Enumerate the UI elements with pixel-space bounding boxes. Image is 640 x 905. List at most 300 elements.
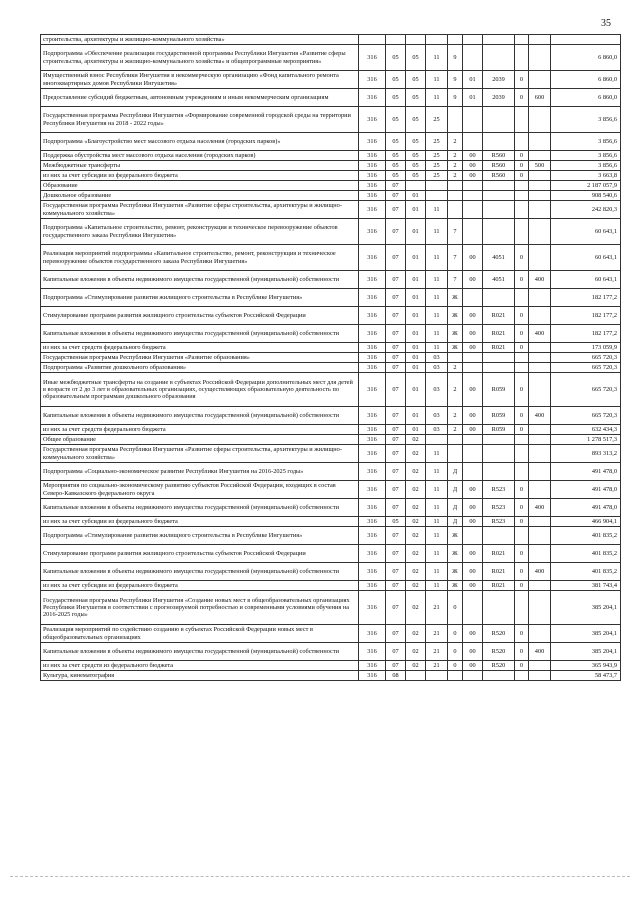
event-code [463,201,483,219]
section-code: 07 [386,643,406,661]
ministry-code: 316 [359,581,386,591]
subprogram-code [448,671,463,681]
ministry-code: 316 [359,373,386,407]
expense-type-code [529,581,551,591]
subprogram-code: Д [448,481,463,499]
subprogram-code: 2 [448,151,463,161]
subsection-code: 02 [406,661,426,671]
subprogram-code: 2 [448,373,463,407]
row-name: Реализация мероприятий по содействию созданию в субъектах Российской Федерации новых мест в общеобразовательных организациях [41,625,359,643]
expense-type-code [529,245,551,271]
fund-code: 0 [515,563,529,581]
direction-code [483,463,515,481]
program-code [426,35,448,45]
row-amount: 60 643,1 [551,219,621,245]
table-row [41,353,621,363]
row-name: Подпрограмма «Стимулирование развития жилищного строительства в Республике Ингушетия» [41,289,359,307]
direction-code: R021 [483,307,515,325]
table-row [41,373,621,407]
direction-code [483,191,515,201]
event-code: 00 [463,325,483,343]
event-code: 00 [463,271,483,289]
row-amount: 632 434,3 [551,425,621,435]
ministry-code: 316 [359,407,386,425]
direction-code: R560 [483,171,515,181]
expense-type-code [529,591,551,625]
section-code: 05 [386,517,406,527]
ministry-code: 316 [359,463,386,481]
row-name: Капитальные вложения в объекты недвижимого имущества государственной (муниципальной) собственности [41,325,359,343]
expense-type-code [529,219,551,245]
section-code: 07 [386,435,406,445]
section-code: 07 [386,191,406,201]
event-code [463,363,483,373]
row-amount: 365 943,9 [551,661,621,671]
ministry-code: 316 [359,181,386,191]
section-code: 07 [386,219,406,245]
row-amount: 1 278 517,3 [551,435,621,445]
ministry-code: 316 [359,425,386,435]
subsection-code: 05 [406,161,426,171]
fund-code [515,363,529,373]
section-code: 05 [386,171,406,181]
fund-code: 0 [515,161,529,171]
expense-type-code [529,201,551,219]
subsection-code: 01 [406,373,426,407]
expense-type-code [529,35,551,45]
section-code: 07 [386,181,406,191]
ministry-code: 316 [359,245,386,271]
table-row [41,661,621,671]
table-row [41,45,621,71]
event-code [463,181,483,191]
row-name: Дошкольное образование [41,191,359,201]
program-code [426,671,448,681]
fund-code: 0 [515,343,529,353]
expense-type-code [529,527,551,545]
table-row [41,581,621,591]
table-row [41,407,621,425]
row-name: Имущественный взнос Республики Ингушетия в некоммерческую организацию «Фонд капитального ремонта многоквартирных домов Республики Ингушетия» [41,71,359,89]
subsection-code: 01 [406,425,426,435]
section-code: 07 [386,353,406,363]
subsection-code: 01 [406,219,426,245]
row-name: Иные межбюджетные трансферты на создание в субъектах Российской Федерации дополнительных мест для детей в возрасте от 2 до 3 лет в образовательных организациях, осуществляющих образовательную деятельность по образовательным программам дошкольного образования [41,373,359,407]
ministry-code: 316 [359,563,386,581]
subsection-code: 01 [406,343,426,353]
ministry-code: 316 [359,219,386,245]
direction-code: 4051 [483,271,515,289]
fund-code: 0 [515,71,529,89]
direction-code: R021 [483,343,515,353]
page-bottom-rule [10,876,630,877]
fund-code: 0 [515,171,529,181]
section-code: 05 [386,161,406,171]
program-code: 11 [426,71,448,89]
subsection-code: 01 [406,307,426,325]
direction-code [483,289,515,307]
table-body [41,35,621,681]
program-code: 03 [426,363,448,373]
table-row [41,89,621,107]
subprogram-code: 2 [448,363,463,373]
subsection-code: 02 [406,591,426,625]
row-name: Подпрограмма «Стимулирование развития жилищного строительства в Республике Ингушетия» [41,527,359,545]
fund-code [515,591,529,625]
program-code: 03 [426,373,448,407]
table-row [41,133,621,151]
fund-code: 0 [515,151,529,161]
ministry-code: 316 [359,325,386,343]
section-code: 07 [386,373,406,407]
row-amount: 3 856,6 [551,161,621,171]
subprogram-code: 2 [448,161,463,171]
expense-type-code [529,181,551,191]
subsection-code: 01 [406,191,426,201]
row-name: Межбюджетные трансферты [41,161,359,171]
section-code: 05 [386,133,406,151]
fund-code [515,671,529,681]
row-amount: 3 663,8 [551,171,621,181]
ministry-code: 316 [359,151,386,161]
subprogram-code: 9 [448,71,463,89]
program-code: 21 [426,625,448,643]
expense-type-code [529,71,551,89]
row-amount: 385 204,1 [551,625,621,643]
row-name: Капитальные вложения в объекты недвижимого имущества государственной (муниципальной) собственности [41,643,359,661]
expense-type-code [529,107,551,133]
subsection-code: 02 [406,625,426,643]
subprogram-code: 2 [448,425,463,435]
row-amount: 491 478,0 [551,481,621,499]
row-amount: 182 177,2 [551,307,621,325]
event-code [463,353,483,363]
ministry-code: 316 [359,343,386,353]
subprogram-code [448,181,463,191]
ministry-code: 316 [359,191,386,201]
subprogram-code: 0 [448,591,463,625]
ministry-code: 316 [359,161,386,171]
subsection-code: 02 [406,545,426,563]
direction-code: R520 [483,643,515,661]
table-row [41,245,621,271]
fund-code [515,133,529,151]
subprogram-code [448,107,463,133]
subsection-code: 01 [406,363,426,373]
subsection-code [406,671,426,681]
program-code: 25 [426,133,448,151]
subprogram-code [448,201,463,219]
event-code: 00 [463,307,483,325]
fund-code: 0 [515,625,529,643]
row-amount: 665 720,3 [551,363,621,373]
row-name: из них за счет субсидии из федерального бюджета [41,171,359,181]
direction-code [483,527,515,545]
row-name: Мероприятия по социально-экономическому развитию субъектов Российской Федерации, входящих в состав Северо-Кавказского федерального округа [41,481,359,499]
program-code: 11 [426,445,448,463]
row-amount: 908 540,6 [551,191,621,201]
section-code: 07 [386,581,406,591]
fund-code [515,45,529,71]
page-number: 35 [601,18,611,29]
program-code [426,191,448,201]
fund-code [515,201,529,219]
subprogram-code [448,445,463,463]
row-amount: 665 720,3 [551,353,621,363]
fund-code [515,191,529,201]
fund-code [515,219,529,245]
subprogram-code: 7 [448,245,463,271]
event-code [463,445,483,463]
fund-code: 0 [515,245,529,271]
program-code: 11 [426,499,448,517]
event-code: 00 [463,151,483,161]
subsection-code: 01 [406,407,426,425]
row-amount: 3 856,6 [551,151,621,161]
section-code: 07 [386,625,406,643]
event-code: 00 [463,245,483,271]
program-code: 11 [426,89,448,107]
table-row [41,499,621,517]
subprogram-code: Д [448,517,463,527]
subprogram-code: 0 [448,643,463,661]
expense-type-code [529,45,551,71]
direction-code: R021 [483,545,515,563]
ministry-code: 316 [359,201,386,219]
ministry-code: 316 [359,643,386,661]
expense-type-code [529,481,551,499]
table-row [41,151,621,161]
subsection-code: 05 [406,45,426,71]
subsection-code: 02 [406,643,426,661]
fund-code [515,107,529,133]
row-name: Стимулирование программ развития жилищного строительства субъектов Российской Федерации [41,307,359,325]
row-amount: 242 820,3 [551,201,621,219]
fund-code: 0 [515,373,529,407]
table-row [41,563,621,581]
subsection-code: 02 [406,499,426,517]
ministry-code: 316 [359,71,386,89]
subsection-code: 05 [406,71,426,89]
event-code: 01 [463,71,483,89]
ministry-code: 316 [359,363,386,373]
direction-code: R059 [483,425,515,435]
direction-code [483,181,515,191]
subsection-code: 02 [406,581,426,591]
ministry-code: 316 [359,445,386,463]
section-code: 07 [386,201,406,219]
fund-code: 0 [515,271,529,289]
fund-code: 0 [515,581,529,591]
subprogram-code: 0 [448,625,463,643]
row-name: Реализация мероприятий подпрограммы «Капитальное строительство, ремонт, реконструкция и техническое перевооружение объектов государственного заказа Республики Ингушетия» [41,245,359,271]
event-code: 00 [463,373,483,407]
direction-code [483,35,515,45]
row-name: Государственная программа Республики Ингушетия «Развитие сферы строительства, архитектуры и жилищно-коммунального хозяйства» [41,201,359,219]
row-amount: 182 177,2 [551,289,621,307]
expense-type-code: 600 [529,89,551,107]
program-code [426,435,448,445]
program-code: 11 [426,527,448,545]
event-code: 00 [463,625,483,643]
section-code: 05 [386,45,406,71]
subprogram-code: Ж [448,307,463,325]
event-code: 01 [463,89,483,107]
row-amount [551,35,621,45]
direction-code: R059 [483,407,515,425]
subsection-code: 05 [406,89,426,107]
program-code: 03 [426,407,448,425]
expense-type-code [529,191,551,201]
ministry-code: 316 [359,625,386,643]
fund-code: 0 [515,89,529,107]
subprogram-code [448,191,463,201]
row-name: из них за счет субсидии из федерального бюджета [41,517,359,527]
row-amount: 665 720,3 [551,407,621,425]
ministry-code: 316 [359,661,386,671]
program-code: 11 [426,201,448,219]
row-amount: 401 835,2 [551,563,621,581]
ministry-code: 316 [359,353,386,363]
event-code: 00 [463,425,483,435]
event-code [463,671,483,681]
direction-code: R560 [483,151,515,161]
fund-code: 0 [515,499,529,517]
section-code: 07 [386,545,406,563]
program-code: 03 [426,425,448,435]
program-code: 11 [426,545,448,563]
event-code: 00 [463,161,483,171]
expense-type-code: 400 [529,499,551,517]
fund-code [515,445,529,463]
table-row [41,289,621,307]
section-code: 05 [386,71,406,89]
program-code: 11 [426,219,448,245]
subprogram-code: Ж [448,325,463,343]
subprogram-code: Ж [448,289,463,307]
ministry-code: 316 [359,307,386,325]
table-row [41,435,621,445]
event-code [463,527,483,545]
expense-type-code [529,151,551,161]
ministry-code: 316 [359,289,386,307]
section-code: 07 [386,481,406,499]
row-name: Образование [41,181,359,191]
table-row [41,219,621,245]
subsection-code: 02 [406,527,426,545]
fund-code [515,289,529,307]
row-name: Стимулирование программ развития жилищного строительства субъектов Российской Федерации [41,545,359,563]
table-row [41,307,621,325]
section-code: 05 [386,89,406,107]
table-row [41,161,621,171]
row-name: из них за счет субсидии из федерального бюджета [41,581,359,591]
row-name: Капитальные вложения в объекты недвижимого имущества государственной (муниципальной) собственности [41,407,359,425]
row-amount: 3 856,6 [551,133,621,151]
subprogram-code: 9 [448,45,463,71]
event-code: 00 [463,481,483,499]
section-code: 07 [386,563,406,581]
event-code [463,289,483,307]
row-amount: 6 860,0 [551,89,621,107]
ministry-code: 316 [359,89,386,107]
event-code: 00 [463,643,483,661]
table-row [41,201,621,219]
budget-table [40,34,621,681]
section-code: 07 [386,245,406,271]
direction-code: R523 [483,499,515,517]
direction-code: 2039 [483,71,515,89]
row-name: Государственная программа Республики Ингушетия «Формирование современной городской среды на территории Республики Ингушетия на 2018 - 2022 годы» [41,107,359,133]
row-name: Подпрограмма «Обеспечение реализации государственной программы Республики Ингушетия «Развитие сферы строительства, архитектуры и жилищно-коммунального хозяйства» и общепрограммные мероприятия» [41,45,359,71]
fund-code [515,353,529,363]
table-row [41,517,621,527]
subsection-code: 01 [406,245,426,271]
program-code: 11 [426,343,448,353]
subprogram-code: Ж [448,545,463,563]
expense-type-code [529,343,551,353]
subsection-code: 01 [406,201,426,219]
program-code: 11 [426,307,448,325]
subprogram-code: Ж [448,563,463,581]
event-code [463,133,483,151]
ministry-code: 316 [359,527,386,545]
direction-code [483,435,515,445]
table-row [41,107,621,133]
expense-type-code [529,435,551,445]
subsection-code: 01 [406,325,426,343]
subprogram-code [448,435,463,445]
fund-code: 0 [515,407,529,425]
subsection-code: 05 [406,171,426,181]
section-code: 07 [386,271,406,289]
subprogram-code: 2 [448,133,463,151]
expense-type-code: 400 [529,643,551,661]
subsection-code: 01 [406,353,426,363]
expense-type-code [529,545,551,563]
program-code: 11 [426,245,448,271]
fund-code [515,463,529,481]
ministry-code: 316 [359,435,386,445]
direction-code [483,107,515,133]
row-name: Капитальные вложения в объекты недвижимого имущества государственной (муниципальной) собственности [41,499,359,517]
ministry-code: 316 [359,481,386,499]
expense-type-code [529,307,551,325]
row-name: строительства, архитектуры и жилищно-коммунального хозяйства» [41,35,359,45]
ministry-code: 316 [359,671,386,681]
program-code: 11 [426,463,448,481]
program-code: 25 [426,151,448,161]
ministry-code: 316 [359,45,386,71]
row-amount: 385 204,1 [551,591,621,625]
subsection-code: 02 [406,435,426,445]
row-name: Капитальные вложения в объекты недвижимого имущества государственной (муниципальной) собственности [41,563,359,581]
subprogram-code: 2 [448,407,463,425]
table-row [41,643,621,661]
table-row [41,463,621,481]
subsection-code: 05 [406,107,426,133]
subprogram-code: Ж [448,527,463,545]
table-row [41,671,621,681]
subprogram-code: 0 [448,661,463,671]
program-code: 11 [426,563,448,581]
section-code: 07 [386,425,406,435]
section-code: 07 [386,445,406,463]
row-amount: 173 059,9 [551,343,621,353]
row-name: Государственная программа Республики Ингушетия «Развитие сферы строительства, архитектуры и жилищно-коммунального хозяйства» [41,445,359,463]
section-code: 05 [386,151,406,161]
section-code: 07 [386,591,406,625]
